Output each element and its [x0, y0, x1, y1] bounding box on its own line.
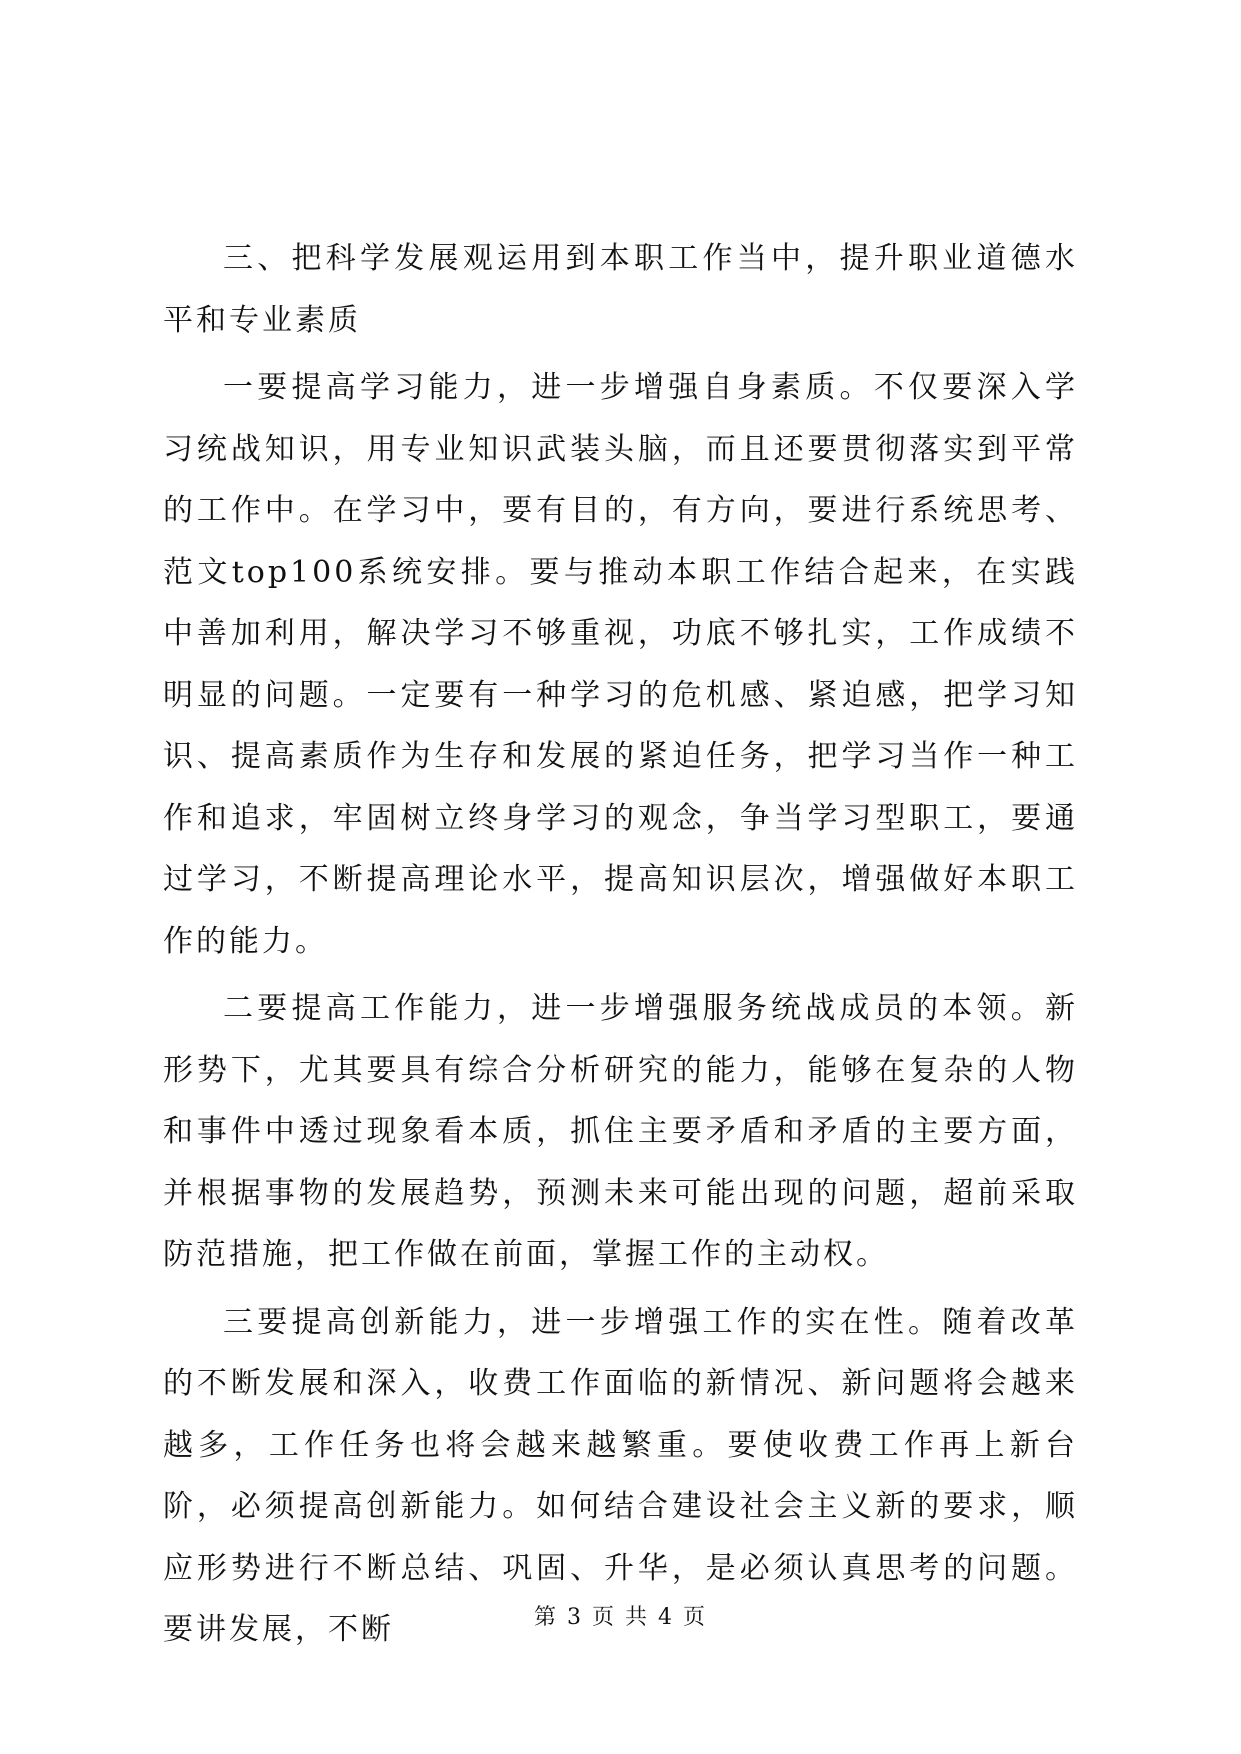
paragraph-work-ability: 二要提高工作能力，进一步增强服务统战成员的本领。新形势下，尤其要具有综合分析研究的能力，能够在复杂的人物和事件中透过现象看本质，抓住主要矛盾和矛盾的主要方面，并根据事物的发展趋势，预测未来可能出现的问题，超前采取防范措施，把工作做在前面，掌握工作的主动权。	[163, 991, 1078, 1272]
document-body	[163, 228, 1078, 1667]
section-heading: 三、把科学发展观运用到本职工作当中，提升职业道德水平和专业素质	[163, 241, 1078, 338]
paragraph-learning-ability: 一要提高学习能力，进一步增强自身素质。不仅要深入学习统战知识，用专业知识武装头脑，而且还要贯彻落实到平常的工作中。在学习中，要有目的，有方向，要进行系统思考、范文top100系统安排。要与推动本职工作结合起来，在实践中善加利用，解决学习不够重视，功底不够扎实，工作成绩不明显的问题。一定要有一种学习的危机感、紧迫感，把学习知识、提高素质作为生存和发展的紧迫任务，把学习当作一种工作和追求，牢固树立终身学习的观念，争当学习型职工，要通过学习，不断提高理论水平，提高知识层次，增强做好本职工作的能力。	[163, 370, 1078, 959]
paragraph-innovation-ability: 三要提高创新能力，进一步增强工作的实在性。随着改革的不断发展和深入，收费工作面临的新情况、新问题将会越来越多，工作任务也将会越来越繁重。要使收费工作再上新台阶，必须提高创新能力。如何结合建设社会主义新的要求，顺应形势进行不断总结、巩固、升华，是必须认真思考的问题。要讲发展，不断	[163, 1304, 1078, 1647]
page-number-footer: 第 3 页 共 4 页	[534, 1605, 707, 1630]
